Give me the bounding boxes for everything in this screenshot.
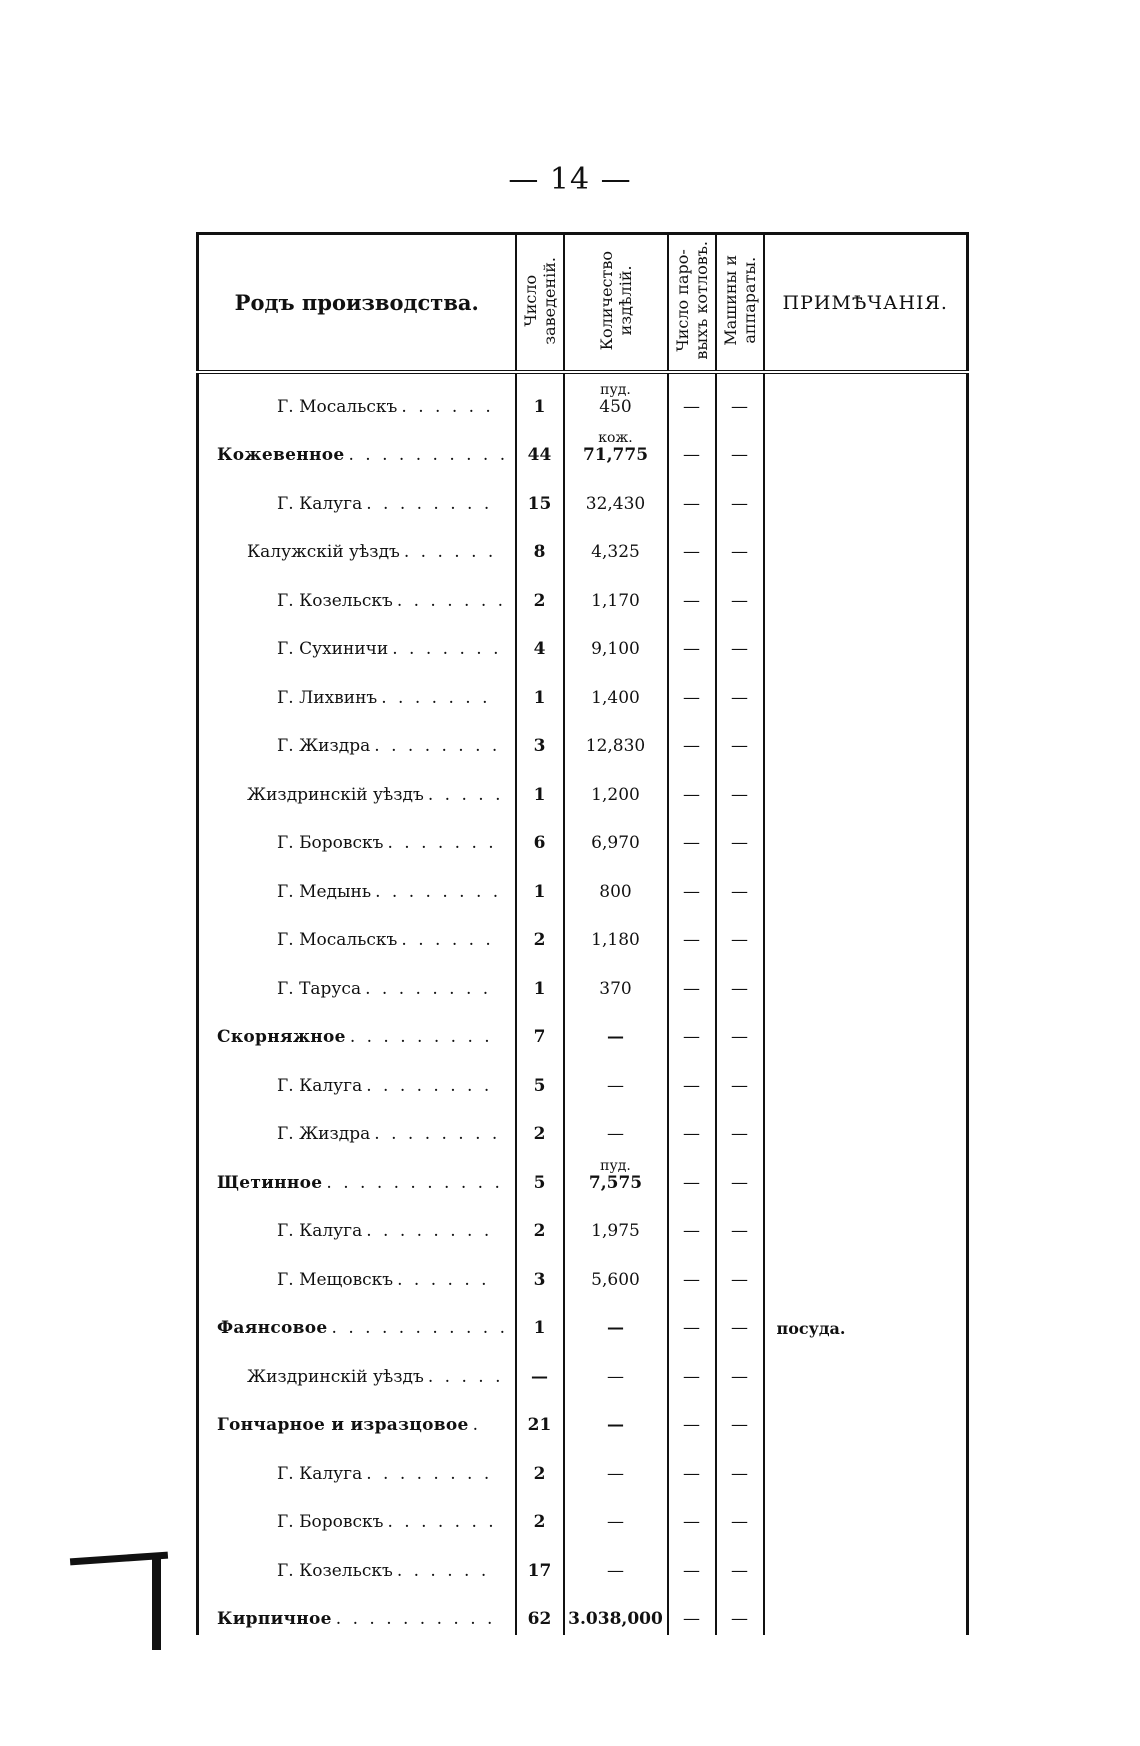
row-boilers: —: [668, 665, 716, 714]
row-boilers: —: [668, 762, 716, 811]
row-quantity: —: [607, 1512, 624, 1532]
row-quantity: 800: [599, 881, 632, 902]
row-establishments: 62: [516, 1587, 564, 1636]
table-row: [198, 1441, 968, 1490]
row-production-cell: [198, 1587, 516, 1636]
row-machines: —: [716, 520, 764, 569]
table-row: [198, 714, 968, 763]
table-row: [198, 1102, 968, 1151]
row-quantity-cell: [564, 908, 668, 957]
row-establishments: 6: [516, 811, 564, 860]
row-quantity: 4,325: [591, 542, 640, 562]
row-establishments: 17: [516, 1538, 564, 1587]
row-boilers: —: [668, 520, 716, 569]
row-machines: —: [716, 1296, 764, 1345]
row-quantity-cell: [564, 520, 668, 569]
row-establishments: 2: [516, 1199, 564, 1248]
row-leader-dots: . . . . . . . . . .: [348, 445, 509, 465]
row-boilers: —: [668, 859, 716, 908]
row-machines: —: [716, 617, 764, 666]
row-leader-dots: .: [472, 1415, 481, 1435]
row-production-name: Жиздринскій уѣздъ: [247, 784, 424, 805]
row-production-name: Кожевенное: [217, 445, 345, 465]
row-production-cell: [198, 956, 516, 1005]
row-establishments: 1: [516, 762, 564, 811]
row-quantity-cell: [564, 1538, 668, 1587]
header-production: Родъ производства.: [198, 234, 516, 373]
row-quantity-cell: [564, 665, 668, 714]
header-notes: ПРИМѢЧАНІЯ.: [764, 234, 968, 373]
row-note: [764, 1538, 968, 1587]
row-machines: —: [716, 1587, 764, 1636]
row-quantity-cell: [564, 1441, 668, 1490]
row-quantity: 3.038,000: [568, 1609, 663, 1629]
row-machines: —: [716, 908, 764, 957]
row-boilers: —: [668, 1587, 716, 1636]
row-production-name: Г. Козельскъ: [277, 1560, 393, 1581]
row-boilers: —: [668, 617, 716, 666]
table-row: [198, 908, 968, 957]
row-production-cell: [198, 1247, 516, 1296]
row-establishments: 1: [516, 859, 564, 908]
row-quantity-cell: [564, 859, 668, 908]
row-note: [764, 568, 968, 617]
page-number: — 14 —: [508, 162, 632, 197]
row-establishments: 3: [516, 1247, 564, 1296]
table-row: [198, 568, 968, 617]
row-production-cell: [198, 520, 516, 569]
row-leader-dots: . . . . . . . .: [375, 881, 502, 902]
row-production-name: Г. Жиздра: [277, 1124, 371, 1144]
row-production-cell: [198, 1005, 516, 1054]
row-quantity: 5,600: [591, 1269, 640, 1290]
row-leader-dots: . . . . . . .: [392, 639, 502, 659]
row-leader-dots: . . . . . . . .: [366, 1075, 493, 1096]
row-quantity: —: [607, 1124, 624, 1144]
row-note: [764, 1053, 968, 1102]
table-row: [198, 859, 968, 908]
row-boilers: —: [668, 1199, 716, 1248]
row-boilers: —: [668, 372, 716, 423]
row-production-name: Г. Калуга: [277, 1221, 363, 1241]
scan-artifact-mark-stem: [152, 1555, 161, 1650]
row-quantity: 7,575: [588, 1172, 643, 1193]
row-quantity: 6,970: [591, 833, 640, 853]
row-machines: —: [716, 762, 764, 811]
row-leader-dots: . . . . . . . . . . .: [331, 1318, 508, 1338]
row-leader-dots: . . . . . . .: [396, 590, 507, 611]
row-production-name: Жиздринскій уѣздъ: [247, 1366, 424, 1387]
row-production-name: Г. Мосальскъ: [277, 930, 398, 950]
row-machines: —: [716, 811, 764, 860]
row-leader-dots: . . . . . . . . .: [349, 1027, 493, 1047]
row-quantity: —: [607, 1075, 624, 1096]
table-row: [198, 1393, 968, 1442]
row-quantity-cell: [564, 423, 668, 472]
row-quantity-cell: [564, 1587, 668, 1636]
row-quantity: 32,430: [585, 493, 646, 514]
row-production-cell: [198, 1053, 516, 1102]
row-note: [764, 1150, 968, 1199]
row-leader-dots: . . . . . . . . . . .: [326, 1172, 503, 1193]
row-machines: —: [716, 471, 764, 520]
row-production-cell: [198, 1150, 516, 1199]
row-leader-dots: . . . . . . . .: [365, 978, 492, 999]
row-machines: —: [716, 1490, 764, 1539]
row-production-name: Г. Таруса: [277, 978, 362, 999]
row-quantity-cell: [564, 372, 668, 423]
row-machines: —: [716, 956, 764, 1005]
row-note: [764, 1102, 968, 1151]
row-production-name: Г. Лихвинъ: [277, 687, 378, 708]
row-establishments: —: [516, 1344, 564, 1393]
row-leader-dots: . . . . .: [427, 1366, 504, 1387]
row-production-cell: [198, 1393, 516, 1442]
row-machines: —: [716, 423, 764, 472]
row-quantity: 12,830: [585, 736, 646, 756]
row-establishments: 5: [516, 1150, 564, 1199]
row-note: [764, 1587, 968, 1636]
row-production-cell: [198, 908, 516, 957]
row-production-name: Калужскій уѣздъ: [247, 542, 400, 562]
row-note: [764, 1441, 968, 1490]
row-boilers: —: [668, 811, 716, 860]
row-production-cell: [198, 811, 516, 860]
row-quantity-cell: [564, 1247, 668, 1296]
table-row: [198, 520, 968, 569]
row-leader-dots: . . . . . . .: [387, 833, 497, 853]
row-machines: —: [716, 1393, 764, 1442]
row-establishments: 2: [516, 908, 564, 957]
row-establishments: 1: [516, 372, 564, 423]
row-production-cell: [198, 762, 516, 811]
row-machines: —: [716, 1344, 764, 1393]
table-row: [198, 1053, 968, 1102]
table-row: [198, 1490, 968, 1539]
row-establishments: 2: [516, 1441, 564, 1490]
header-establishments: Число заведеній.: [516, 234, 564, 373]
row-production-cell: [198, 859, 516, 908]
row-note: [764, 762, 968, 811]
row-production-cell: [198, 1538, 516, 1587]
row-quantity-cell: [564, 762, 668, 811]
row-machines: —: [716, 665, 764, 714]
table-header: [198, 234, 968, 373]
row-note: [764, 520, 968, 569]
row-production-cell: [198, 1441, 516, 1490]
row-boilers: —: [668, 956, 716, 1005]
row-note: [764, 1005, 968, 1054]
row-production-cell: [198, 423, 516, 472]
table-row: [198, 956, 968, 1005]
row-machines: —: [716, 859, 764, 908]
row-establishments: 5: [516, 1053, 564, 1102]
row-quantity-cell: [564, 1199, 668, 1248]
row-boilers: —: [668, 1053, 716, 1102]
row-quantity: 1,170: [591, 590, 640, 611]
row-production-cell: [198, 1344, 516, 1393]
header-quantity: Количество издѣлій.: [564, 234, 668, 373]
row-quantity-cell: [564, 811, 668, 860]
row-quantity-unit: кож.: [598, 430, 633, 446]
row-quantity-cell: [564, 956, 668, 1005]
row-machines: —: [716, 568, 764, 617]
row-production-cell: [198, 1296, 516, 1345]
row-production-name: Фаянсовое: [217, 1318, 328, 1338]
row-quantity-cell: [564, 1344, 668, 1393]
row-leader-dots: . . . . . .: [401, 396, 494, 417]
row-establishments: 2: [516, 568, 564, 617]
row-production-cell: [198, 1199, 516, 1248]
row-quantity: 450: [599, 396, 632, 417]
row-establishments: 8: [516, 520, 564, 569]
row-quantity: 71,775: [582, 445, 649, 465]
row-establishments: 44: [516, 423, 564, 472]
row-production-name: Г. Калуга: [277, 1463, 363, 1484]
row-production-name: Г. Мещовскъ: [277, 1269, 394, 1290]
row-note: [764, 1490, 968, 1539]
row-boilers: —: [668, 471, 716, 520]
row-boilers: —: [668, 1247, 716, 1296]
row-production-cell: [198, 568, 516, 617]
row-note: [764, 1199, 968, 1248]
row-leader-dots: . . . . . . . .: [366, 1463, 493, 1484]
row-establishments: 21: [516, 1393, 564, 1442]
row-establishments: 2: [516, 1490, 564, 1539]
table-row: [198, 471, 968, 520]
row-production-name: Г. Боровскъ: [277, 833, 384, 853]
row-leader-dots: . . . . . .: [403, 542, 497, 562]
production-table: [196, 232, 969, 1635]
row-leader-dots: . . . . . . . .: [374, 1124, 501, 1144]
row-production-name: Щетинное: [217, 1172, 323, 1193]
row-quantity: 370: [599, 978, 632, 999]
row-quantity: 1,180: [591, 930, 640, 950]
row-quantity-cell: [564, 1490, 668, 1539]
row-quantity-cell: [564, 1393, 668, 1442]
row-boilers: —: [668, 714, 716, 763]
table-row: [198, 1344, 968, 1393]
row-establishments: 1: [516, 1296, 564, 1345]
row-note: [764, 423, 968, 472]
row-note: [764, 372, 968, 423]
row-machines: —: [716, 1005, 764, 1054]
row-leader-dots: . . . . . . .: [381, 687, 491, 708]
row-machines: —: [716, 1247, 764, 1296]
row-production-name: Г. Мосальскъ: [277, 396, 398, 417]
row-establishments: 2: [516, 1102, 564, 1151]
row-machines: —: [716, 1199, 764, 1248]
table-row: [198, 1296, 968, 1345]
row-establishments: 3: [516, 714, 564, 763]
row-quantity: 1,975: [591, 1221, 640, 1241]
row-boilers: —: [668, 1441, 716, 1490]
row-note: [764, 665, 968, 714]
row-leader-dots: . . . . . . . .: [366, 1221, 493, 1241]
table-row: [198, 1005, 968, 1054]
header-boilers: Число паро- выхъ котловъ.: [668, 234, 716, 373]
row-production-name: Скорняжное: [217, 1027, 346, 1047]
row-production-name: Г. Калуга: [277, 493, 363, 514]
row-leader-dots: . . . . . .: [397, 1269, 490, 1290]
row-production-cell: [198, 1102, 516, 1151]
row-quantity-cell: [564, 1150, 668, 1199]
row-boilers: —: [668, 423, 716, 472]
row-production-cell: [198, 372, 516, 423]
row-machines: —: [716, 1102, 764, 1151]
table-row: [198, 1247, 968, 1296]
table-row: [198, 617, 968, 666]
row-note: [764, 811, 968, 860]
row-production-cell: [198, 665, 516, 714]
row-machines: —: [716, 1538, 764, 1587]
row-boilers: —: [668, 1150, 716, 1199]
row-boilers: —: [668, 1102, 716, 1151]
table-row: [198, 1587, 968, 1636]
row-quantity: —: [607, 1415, 624, 1435]
row-note: [764, 1344, 968, 1393]
row-leader-dots: . . . . . .: [396, 1560, 490, 1581]
row-production-name: Г. Боровскъ: [277, 1512, 384, 1532]
table-row: [198, 1150, 968, 1199]
row-quantity-unit: пуд.: [600, 381, 631, 398]
row-quantity: 9,100: [591, 639, 640, 659]
row-quantity: —: [607, 1366, 624, 1387]
row-boilers: —: [668, 1538, 716, 1587]
row-note: [764, 1247, 968, 1296]
row-boilers: —: [668, 1344, 716, 1393]
row-quantity-cell: [564, 617, 668, 666]
row-leader-dots: . . . . .: [427, 784, 504, 805]
row-quantity-cell: [564, 1296, 668, 1345]
row-machines: —: [716, 1053, 764, 1102]
row-machines: —: [716, 1150, 764, 1199]
production-table-wrapper: [196, 232, 966, 1629]
table-row: [198, 423, 968, 472]
row-quantity-unit: пуд.: [600, 1157, 631, 1174]
table-row: [198, 762, 968, 811]
row-quantity: —: [607, 1463, 624, 1484]
row-note: [764, 908, 968, 957]
row-quantity-cell: [564, 1053, 668, 1102]
row-note: [764, 956, 968, 1005]
row-note: [764, 471, 968, 520]
table-row: [198, 372, 968, 423]
row-production-cell: [198, 714, 516, 763]
row-quantity: 1,400: [591, 687, 640, 708]
row-establishments: 1: [516, 665, 564, 714]
row-quantity-cell: [564, 568, 668, 617]
table-row: [198, 665, 968, 714]
row-boilers: —: [668, 1005, 716, 1054]
row-leader-dots: . . . . . .: [401, 930, 494, 950]
row-production-name: Кирпичное: [217, 1609, 332, 1629]
row-quantity-cell: [564, 1005, 668, 1054]
row-production-cell: [198, 471, 516, 520]
row-quantity-cell: [564, 471, 668, 520]
row-quantity-cell: [564, 1102, 668, 1151]
row-production-name: Г. Калуга: [277, 1075, 363, 1096]
row-establishments: 4: [516, 617, 564, 666]
row-boilers: —: [668, 1296, 716, 1345]
row-note: [764, 1393, 968, 1442]
row-quantity: 1,200: [591, 784, 640, 805]
row-leader-dots: . . . . . . . .: [366, 493, 493, 514]
row-production-cell: [198, 1490, 516, 1539]
row-boilers: —: [668, 908, 716, 957]
row-quantity-cell: [564, 714, 668, 763]
row-establishments: 7: [516, 1005, 564, 1054]
row-quantity: —: [607, 1318, 624, 1338]
row-note: [764, 617, 968, 666]
header-machines: Машины и аппараты.: [716, 234, 764, 373]
row-establishments: 1: [516, 956, 564, 1005]
row-quantity: —: [607, 1027, 624, 1047]
table-row: [198, 1538, 968, 1587]
row-boilers: —: [668, 1393, 716, 1442]
row-boilers: —: [668, 568, 716, 617]
row-production-cell: [198, 617, 516, 666]
row-production-name: Г. Жиздра: [277, 736, 371, 756]
row-establishments: 15: [516, 471, 564, 520]
row-quantity: —: [607, 1560, 624, 1581]
row-production-name: Г. Сухиничи: [277, 639, 389, 659]
row-leader-dots: . . . . . . . . . .: [335, 1609, 496, 1629]
row-machines: —: [716, 372, 764, 423]
row-production-name: Гончарное и изразцовое: [217, 1415, 469, 1435]
row-note: [764, 859, 968, 908]
table-row: [198, 1199, 968, 1248]
row-boilers: —: [668, 1490, 716, 1539]
row-leader-dots: . . . . . . .: [387, 1512, 497, 1532]
row-machines: —: [716, 714, 764, 763]
row-note: посуда.: [764, 1296, 968, 1345]
row-production-name: Г. Козельскъ: [277, 590, 393, 611]
row-leader-dots: . . . . . . . .: [374, 736, 501, 756]
row-production-name: Г. Медынь: [277, 881, 372, 902]
row-note: [764, 714, 968, 763]
table-body: [198, 372, 968, 1635]
row-machines: —: [716, 1441, 764, 1490]
table-row: [198, 811, 968, 860]
